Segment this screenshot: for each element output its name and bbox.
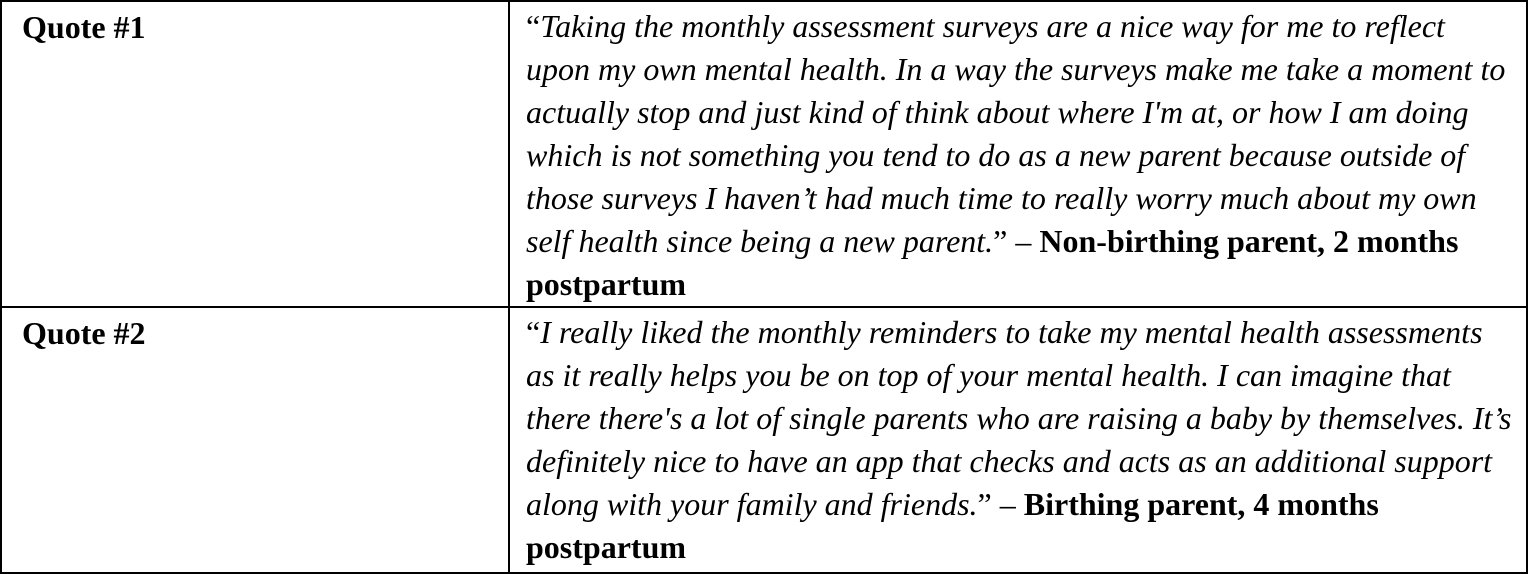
- open-quote-mark: “: [526, 314, 541, 350]
- quote-attribution: Non-birthing parent, 2 months postpartum: [526, 223, 1459, 302]
- quote-label: Quote #2: [1, 307, 509, 573]
- quote-text: Taking the monthly assessment surveys are a nice way for me to reflect upon my own mental health. In a way the surveys make me take a moment to actually stop and just kind of think about where I'm at, or how I am doing which is not something you tend to do as a new parent because outside of those surveys I haven’t had much time to really worry much about my own self health since being a new parent.: [526, 8, 1506, 259]
- quote-attribution: Birthing parent, 4 months postpartum: [526, 486, 1379, 565]
- quote-label: Quote #1: [1, 1, 509, 307]
- table-row: [1, 1, 1527, 307]
- open-quote-mark: “: [526, 8, 541, 44]
- quote-cell: [509, 307, 1527, 573]
- quote-text: I really liked the monthly reminders to take my mental health assessments as it really helps you be on top of your mental health. I can imagine that there there's a lot of single parents who are raising a baby by themselves. It’s definitely nice to have an app that checks and acts as an additional support along with your family and friends.: [526, 314, 1512, 522]
- quote-cell: [509, 1, 1527, 307]
- table-row: [1, 307, 1527, 573]
- close-quote-mark: ” –: [977, 486, 1024, 522]
- close-quote-mark: ” –: [993, 223, 1040, 259]
